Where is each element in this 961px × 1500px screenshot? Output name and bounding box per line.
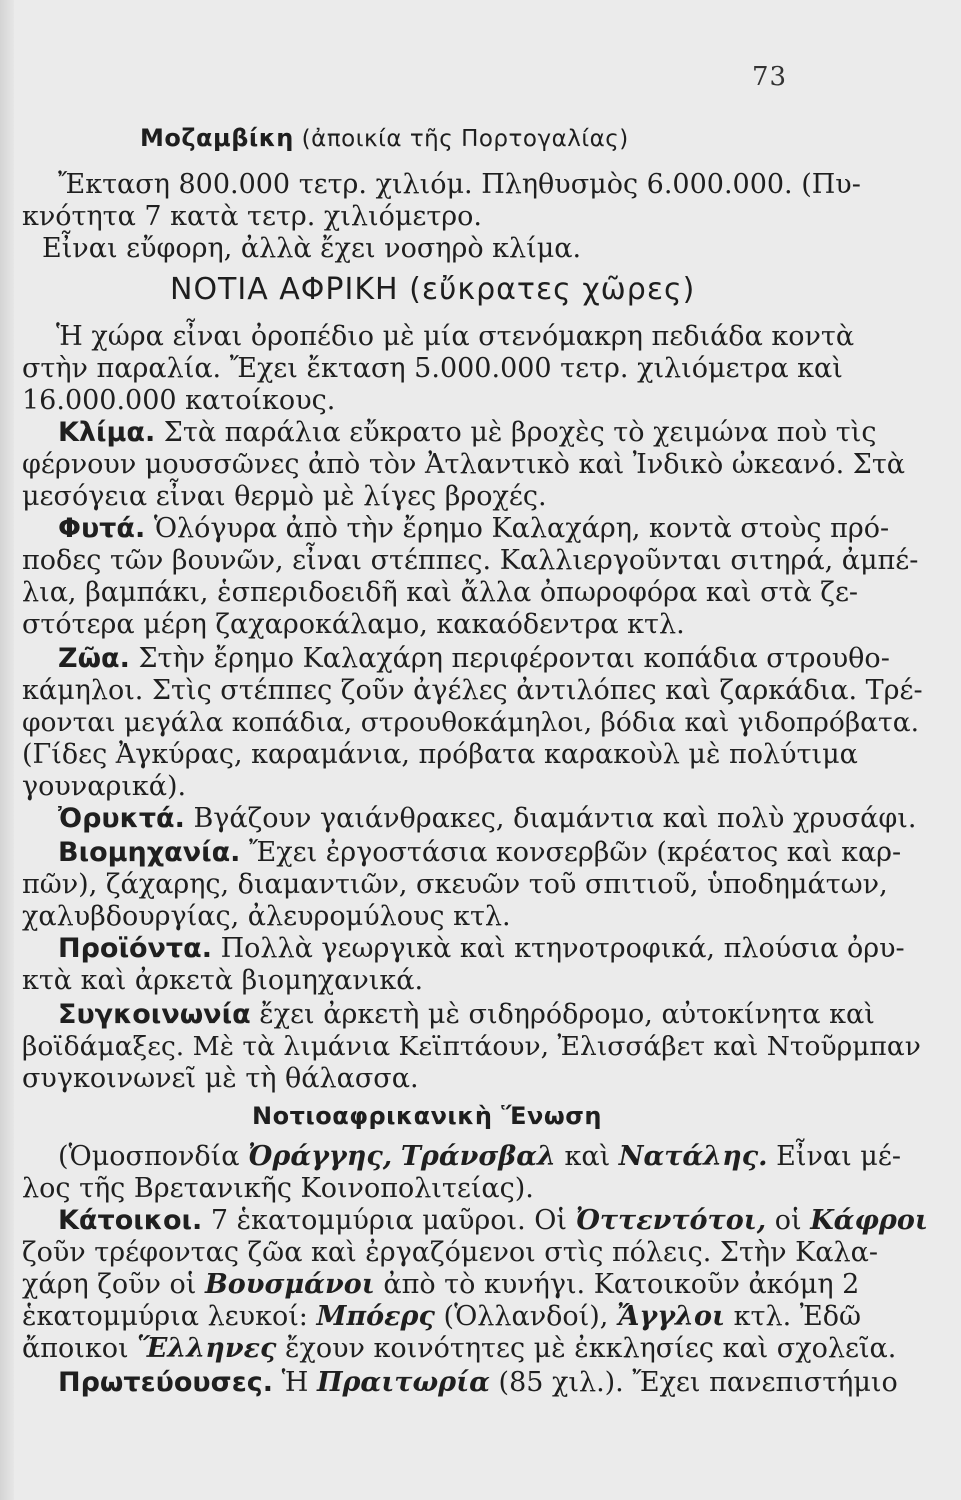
text-line: συγκοινωνεῖ μὲ τὴ θάλασσα. xyxy=(22,1063,419,1094)
animals-label: Ζῶα. xyxy=(58,643,130,674)
union-heading: Νοτιοαφρικανικὴ Ἕνωση xyxy=(252,1102,602,1130)
text-line: 16.000.000 κατοίκους. xyxy=(22,385,336,416)
text-line: ζοῦν τρέφοντας ζῶα καὶ ἐργαζόμενοι στὶς πόλεις. Στὴν Καλα- xyxy=(22,1237,878,1268)
plants-label: Φυτά. xyxy=(58,513,146,544)
hottentots: Ὀττεντότοι, xyxy=(575,1205,767,1236)
kaffirs: Κάφροι xyxy=(810,1205,928,1236)
south-africa-title: ΝΟΤΙΑ ΑΦΡΙΚΗ xyxy=(170,272,399,307)
transvaal: Τράνσβαλ xyxy=(400,1141,556,1172)
mozambique-subtitle: (ἀποικία τῆς Πορτογαλίας) xyxy=(293,126,629,152)
text-line: ἑκατομμύρια λευκοί: Μπόερς (Ὁλλανδοί), Ἄγγλοι κτλ. Ἐδῶ xyxy=(22,1301,862,1332)
animals-paragraph: Ζῶα. Στὴν ἔρημο Καλαχάρη περιφέρονται κοπάδια στρουθο- xyxy=(58,643,890,674)
natal: Νατάλης. xyxy=(618,1141,768,1172)
south-africa-heading xyxy=(170,272,695,307)
text-line: κνότητα 7 κατὰ τετρ. χιλιόμετρο. xyxy=(22,201,483,232)
text-line: χάρη ζοῦν οἱ Βουσμάνοι ἀπὸ τὸ κυνήγι. Κατοικοῦν ἀκόμη 2 xyxy=(22,1269,860,1300)
text-line: (Γίδες Ἀγκύρας, καραμάνια, πρόβατα καρακοὺλ μὲ πολύτιμα xyxy=(22,739,858,770)
text-line: ποδες τῶν βουνῶν, εἶναι στέππες. Καλλιεργοῦνται σιτηρά, ἀμπέ- xyxy=(22,545,919,576)
orange-state: Ὀράγγης, xyxy=(248,1141,393,1172)
text-line: ἄποικοι Ἕλληνες ἔχουν κοινότητες μὲ ἐκκλησίες καὶ σχολεῖα. xyxy=(22,1333,897,1364)
climate-paragraph: Κλίμα. Στὰ παράλια εὔκρατο μὲ βροχὲς τὸ χειμώνα ποὺ τὶς xyxy=(58,417,877,448)
greeks: Ἕλληνες xyxy=(137,1333,277,1364)
text-line: κάμηλοι. Στὶς στέππες ζοῦν ἀγέλες ἀντιλόπες καὶ ζαρκάδια. Τρέ- xyxy=(22,675,923,706)
plants-paragraph: Φυτά. Ὁλόγυρα ἀπὸ τὴν ἔρημο Καλαχάρη, κοντὰ στοὺς πρό- xyxy=(58,513,890,544)
south-africa-subtitle: (εὔκρατες χῶρες) xyxy=(398,272,696,307)
industry-label: Βιομηχανία. xyxy=(58,837,241,868)
english: Ἄγγλοι xyxy=(616,1301,726,1332)
union-intro: (Ὁμοσπονδία Ὀράγγης, Τράνσβαλ καὶ Νατάλης. Εἶναι μέ- xyxy=(58,1141,901,1172)
products-label: Προϊόντα. xyxy=(58,933,212,964)
text-line: Ἡ χώρα εἶναι ὀροπέδιο μὲ μία στενόμακρη πεδιάδα κοντὰ xyxy=(56,321,855,352)
boers: Μπόερς xyxy=(316,1301,435,1332)
industry-paragraph: Βιομηχανία. Ἔχει ἐργοστάσια κονσερβῶν (κρέατος καὶ καρ- xyxy=(58,837,902,868)
inhabitants-paragraph: Κάτοικοι. 7 ἑκατομμύρια μαῦροι. Οἱ Ὀττεντότοι, οἱ Κάφροι xyxy=(58,1205,928,1236)
text-line: στότερα μέρη ζαχαροκάλαμο, κακαόδεντρα κτλ. xyxy=(22,609,685,640)
climate-label: Κλίμα. xyxy=(58,417,156,448)
text-line: λια, βαμπάκι, ἑσπεριδοειδῆ καὶ ἄλλα ὀπωροφόρα καὶ στὰ ζε- xyxy=(22,577,859,608)
pretoria: Πραιτωρία xyxy=(316,1367,490,1398)
minerals-label: Ὀρυκτά. xyxy=(58,803,185,834)
text-line: φέρνουν μουσσῶνες ἀπὸ τὸν Ἀτλαντικὸ καὶ Ἰνδικὸ ὠκεανό. Στὰ xyxy=(22,449,905,480)
text-line: στὴν παραλία. Ἔχει ἔκταση 5.000.000 τετρ. χιλιόμετρα καὶ xyxy=(22,353,843,384)
minerals-paragraph: Ὀρυκτά. Βγάζουν γαιάνθρακες, διαμάντια καὶ πολὺ χρυσάφι. xyxy=(58,803,917,834)
capitals-label: Πρωτεύουσες. xyxy=(58,1367,273,1398)
capitals-paragraph: Πρωτεύουσες. Ἡ Πραιτωρία (85 χιλ.). Ἔχει πανεπιστήμιο xyxy=(58,1367,898,1398)
text-line: χαλυβδουργίας, ἀλευρομύλους κτλ. xyxy=(22,901,511,932)
text-line: πῶν), ζάχαρης, διαμαντιῶν, σκευῶν τοῦ σπιτιοῦ, ὑποδημάτων, xyxy=(22,869,888,900)
text-line: βοϊδάμαξες. Μὲ τὰ λιμάνια Κεϊπτάουν, Ἐλισσάβετ καὶ Ντοῦρμπαν xyxy=(22,1031,921,1062)
inhabitants-label: Κάτοικοι. xyxy=(58,1205,203,1236)
mozambique-title: Μοζαμβίκη xyxy=(140,124,294,152)
text-line: γουναρικά). xyxy=(22,771,187,802)
text-line: φονται μεγάλα κοπάδια, στρουθοκάμηλοι, βόδια καὶ γιδοπρόβατα. xyxy=(22,707,920,738)
text-line: Ἔκταση 800.000 τετρ. χιλιόμ. Πληθυσμὸς 6.000.000. (Πυ- xyxy=(58,169,861,200)
mozambique-heading xyxy=(140,124,629,152)
transport-paragraph: Συγκοινωνία ἔχει ἀρκετὴ μὲ σιδηρόδρομο, αὐτοκίνητα καὶ xyxy=(58,999,875,1030)
text-line: λος τῆς Βρετανικῆς Κοινοπολιτείας). xyxy=(22,1173,534,1204)
page-number: 73 xyxy=(752,62,788,92)
transport-label: Συγκοινωνία xyxy=(58,999,251,1030)
products-paragraph: Προϊόντα. Πολλὰ γεωργικὰ καὶ κτηνοτροφικά, πλούσια ὀρυ- xyxy=(58,933,905,964)
text-line: κτὰ καὶ ἀρκετὰ βιομηχανικά. xyxy=(22,965,424,996)
text-line: Εἶναι εὔφορη, ἀλλὰ ἔχει νοσηρὸ κλίμα. xyxy=(42,233,582,264)
bushmen: Βουσμάνοι xyxy=(204,1269,375,1300)
text-line: μεσόγεια εἶναι θερμὸ μὲ λίγες βροχές. xyxy=(22,481,547,512)
page-edge-shadow xyxy=(0,0,14,1500)
